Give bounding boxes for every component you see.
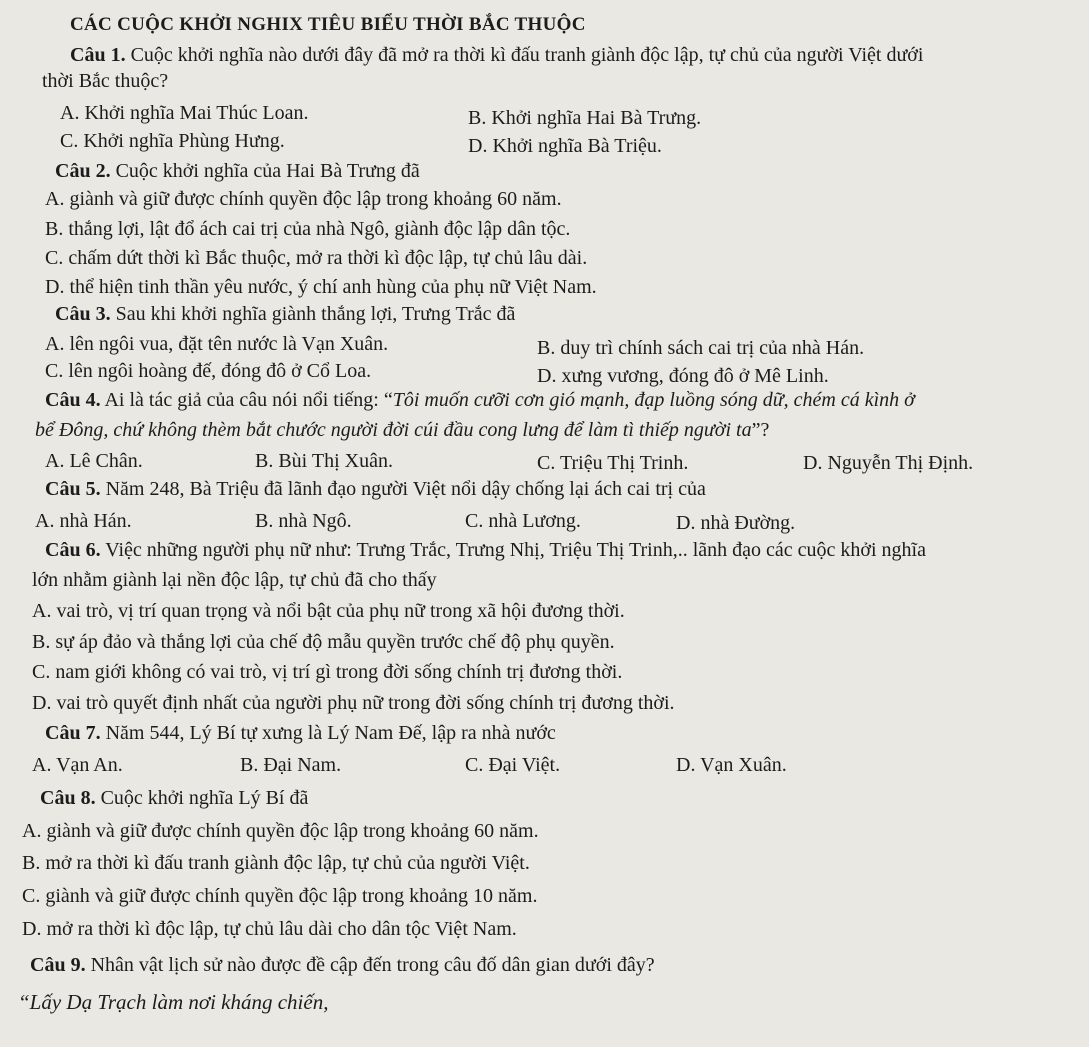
question-7 xyxy=(45,722,556,745)
option-7c: C. Đại Việt. xyxy=(465,754,561,776)
option-6d: D. vai trò quyết định nhất của người phụ nữ trong đời sống chính trị đương thời. xyxy=(32,692,675,714)
option-1b: B. Khởi nghĩa Hai Bà Trưng. xyxy=(468,107,702,129)
option-3d: D. xưng vương, đóng đô ở Mê Linh. xyxy=(537,365,829,387)
option-6b: B. sự áp đảo và thắng lợi của chế độ mẫu quyền trước chế độ phụ quyền. xyxy=(32,631,615,653)
option-8c: C. giành và giữ được chính quyền độc lập trong khoảng 10 năm. xyxy=(22,885,538,907)
question-6 xyxy=(45,539,926,562)
option-2d: D. thể hiện tinh thần yêu nước, ý chí anh hùng của phụ nữ Việt Nam. xyxy=(45,276,597,298)
question-3 xyxy=(55,303,515,326)
option-6a: A. vai trò, vị trí quan trọng và nổi bật của phụ nữ trong xã hội đương thời. xyxy=(32,600,625,622)
option-4a: A. Lê Chân. xyxy=(45,450,143,472)
question-4 xyxy=(45,389,915,412)
question-8 xyxy=(40,787,308,810)
option-3a: A. lên ngôi vua, đặt tên nước là Vạn Xuân. xyxy=(45,333,389,355)
option-5b: B. nhà Ngô. xyxy=(255,510,352,532)
question-label: Câu 7. xyxy=(45,722,101,744)
option-2b: B. thắng lợi, lật đổ ách cai trị của nhà Ngô, giành độc lập dân tộc. xyxy=(45,218,571,240)
question-text: Ai là tác giả của câu nói nổi tiếng: “ xyxy=(104,389,393,411)
option-4b: B. Bùi Thị Xuân. xyxy=(255,450,393,472)
option-5d: D. nhà Đường. xyxy=(676,512,796,534)
question-label: Câu 6. xyxy=(45,539,101,561)
question-9 xyxy=(30,954,655,977)
option-7d: D. Vạn Xuân. xyxy=(676,754,787,776)
question-text: Sau khi khởi nghĩa giành thắng lợi, Trưng Trắc đã xyxy=(115,303,516,325)
option-4d: D. Nguyễn Thị Định. xyxy=(803,452,974,474)
question-label: Câu 8. xyxy=(40,787,96,809)
option-8a: A. giành và giữ được chính quyền độc lập trong khoảng 60 năm. xyxy=(22,820,539,842)
question-4-cont xyxy=(35,419,769,442)
page-title: CÁC CUỘC KHỞI NGHIX TIÊU BIỂU THỜI BẮC THUỘC xyxy=(70,14,586,35)
option-1c: C. Khởi nghĩa Phùng Hưng. xyxy=(60,130,285,152)
option-7b: B. Đại Nam. xyxy=(240,754,342,776)
question-quote: Tôi muốn cưỡi cơn gió mạnh, đạp luồng sóng dữ, chém cá kình ở xyxy=(392,389,915,411)
question-label: Câu 4. xyxy=(45,389,101,411)
option-8d: D. mở ra thời kì độc lập, tự chủ lâu dài cho dân tộc Việt Nam. xyxy=(22,918,517,940)
option-8b: B. mở ra thời kì đấu tranh giành độc lập, tự chủ của người Việt. xyxy=(22,852,530,874)
option-6c: C. nam giới không có vai trò, vị trí gì trong đời sống chính trị đương thời. xyxy=(32,661,623,683)
option-5c: C. nhà Lương. xyxy=(465,510,581,532)
question-label: Câu 2. xyxy=(55,160,111,182)
question-text: Năm 248, Bà Triệu đã lãnh đạo người Việt nổi dậy chống lại ách cai trị của xyxy=(105,478,706,500)
question-1 xyxy=(70,44,923,67)
option-1d: D. Khởi nghĩa Bà Triệu. xyxy=(468,135,662,157)
option-4c: C. Triệu Thị Trinh. xyxy=(537,452,689,474)
question-1-cont: thời Bắc thuộc? xyxy=(42,70,169,92)
option-2c: C. chấm dứt thời kì Bắc thuộc, mở ra thời kì độc lập, tự chủ lâu dài. xyxy=(45,247,588,269)
question-label: Câu 3. xyxy=(55,303,111,325)
question-label: Câu 9. xyxy=(30,954,86,976)
option-3b: B. duy trì chính sách cai trị của nhà Hán. xyxy=(537,337,865,359)
question-6-cont: lớn nhằm giành lại nền độc lập, tự chủ đã cho thấy xyxy=(32,569,437,591)
question-text: Năm 544, Lý Bí tự xưng là Lý Nam Đế, lập ra nhà nước xyxy=(105,722,556,744)
option-5a: A. nhà Hán. xyxy=(35,510,132,532)
question-2 xyxy=(55,160,420,183)
option-2a: A. giành và giữ được chính quyền độc lập trong khoảng 60 năm. xyxy=(45,188,562,210)
question-end: ”? xyxy=(751,419,770,441)
question-text: Nhân vật lịch sử nào được đề cập đến trong câu đố dân gian dưới đây? xyxy=(90,954,655,976)
question-5 xyxy=(45,478,706,501)
question-label: Câu 1. xyxy=(70,44,126,66)
question-text: Cuộc khởi nghĩa Lý Bí đã xyxy=(100,787,309,809)
option-7a: A. Vạn An. xyxy=(32,754,123,776)
option-1a: A. Khởi nghĩa Mai Thúc Loan. xyxy=(60,102,309,124)
option-3c: C. lên ngôi hoàng đế, đóng đô ở Cổ Loa. xyxy=(45,360,372,382)
question-text: Cuộc khởi nghĩa nào dưới đây đã mở ra thời kì đấu tranh giành độc lập, tự chủ của người Việt dưới xyxy=(130,44,924,66)
question-text: Cuộc khởi nghĩa của Hai Bà Trưng đã xyxy=(115,160,420,182)
question-text: Việc những người phụ nữ như: Trưng Trắc, Trưng Nhị, Triệu Thị Trinh,.. lãnh đạo các cuộc khởi nghĩa xyxy=(105,539,926,561)
question-9-quote: “Lấy Dạ Trạch làm nơi kháng chiến, xyxy=(18,990,329,1014)
question-quote: bể Đông, chứ không thèm bắt chước người đời cúi đầu cong lưng để làm tì thiếp người ta xyxy=(35,419,752,441)
question-label: Câu 5. xyxy=(45,478,101,500)
